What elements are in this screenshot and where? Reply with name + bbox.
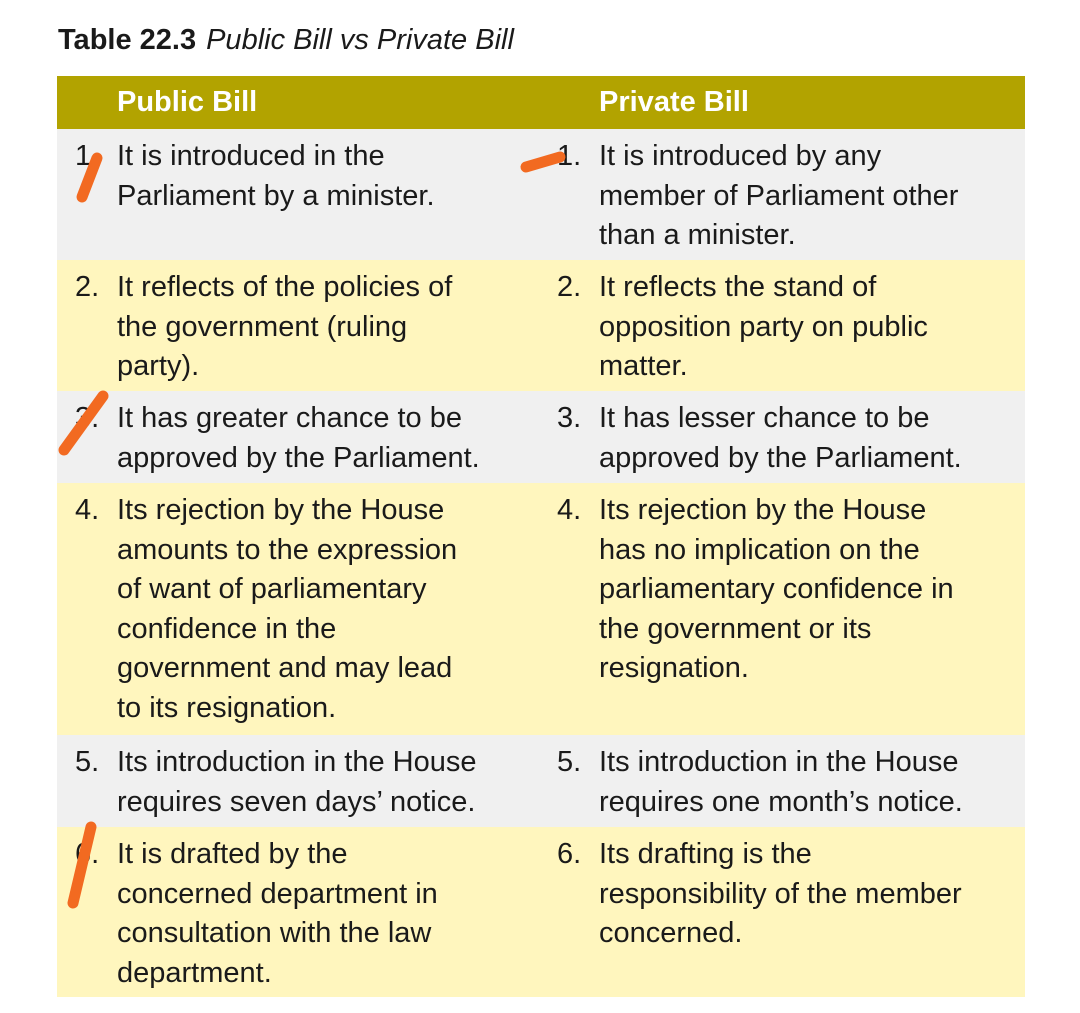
table-row: [57, 129, 1025, 260]
private-bill-text-line: opposition party on public: [599, 310, 928, 343]
table-header: [57, 76, 1025, 129]
public-bill-text-line: It is drafted by the: [117, 838, 348, 870]
private-bill-text-line: member of Parliament other: [599, 179, 959, 212]
private-bill-text-line: than a minister.: [599, 219, 796, 251]
table-row: [57, 735, 1025, 827]
public-bill-text-line: of want of parliamentary: [117, 573, 427, 605]
public-bill-text-line: consultation with the law: [117, 917, 432, 949]
public-bill-text-line: the government (ruling: [117, 310, 408, 343]
private-bill-text-line: resignation.: [599, 652, 749, 684]
public-bill-text-line: government and may lead: [117, 652, 453, 684]
public-bill-text-line: requires seven days’ notice.: [117, 785, 476, 818]
public-bill-text-line: Its introduction in the House: [117, 746, 477, 778]
private-bill-text-line: Its drafting is the: [599, 838, 812, 870]
public-bill-text-line: to its resignation.: [117, 691, 337, 724]
item-number: 2.: [557, 271, 582, 303]
item-number: 1.: [75, 140, 100, 172]
table-row: [57, 260, 1025, 391]
item-number: 6.: [557, 838, 582, 870]
header-private-bill: Private Bill: [599, 86, 749, 118]
public-bill-text-line: It has greater chance to be: [117, 402, 462, 434]
header-public-bill: Public Bill: [117, 86, 258, 118]
comparison-table: [57, 76, 1025, 997]
public-bill-text-line: Parliament by a minister.: [117, 179, 435, 212]
item-number: 5.: [75, 746, 100, 778]
public-bill-text-line: confidence in the: [117, 612, 337, 645]
public-bill-text-line: Its rejection by the House: [117, 494, 445, 526]
table-body: [57, 129, 1025, 997]
public-bill-text-line: department.: [117, 956, 272, 989]
private-bill-text-line: Its introduction in the House: [599, 746, 959, 778]
public-bill-text-line: concerned department in: [117, 877, 438, 910]
private-bill-text-line: approved by the Parliament.: [599, 441, 962, 474]
item-number: 3.: [75, 402, 100, 434]
private-bill-text-line: It has lesser chance to be: [599, 402, 930, 434]
table-number: Table 22.3: [58, 24, 197, 56]
private-bill-text-line: matter.: [599, 350, 688, 382]
public-bill-text-line: It is introduced in the: [117, 140, 385, 172]
private-bill-text-line: has no implication on the: [599, 533, 920, 566]
item-number: 3.: [557, 402, 582, 434]
private-bill-text-line: parliamentary confidence in: [599, 573, 954, 605]
private-bill-text-line: Its rejection by the House: [599, 494, 927, 526]
private-bill-text-line: requires one month’s notice.: [599, 785, 963, 818]
public-bill-text-line: amounts to the expression: [117, 533, 458, 566]
table-row: [57, 391, 1025, 483]
item-number: 5.: [557, 746, 582, 778]
table-row: [57, 483, 1025, 735]
private-bill-text-line: It reflects the stand of: [599, 271, 877, 303]
table-title: Public Bill vs Private Bill: [206, 24, 514, 56]
public-bill-text-line: It reflects of the policies of: [117, 271, 453, 303]
public-bill-text-line: approved by the Parliament.: [117, 441, 480, 474]
item-number: 4.: [75, 494, 100, 526]
private-bill-text-line: responsibility of the member: [599, 877, 962, 910]
table-row: [57, 827, 1025, 997]
public-bill-text-line: party).: [117, 350, 200, 382]
item-number: 4.: [557, 494, 582, 526]
item-number: 6.: [75, 838, 100, 870]
private-bill-text-line: It is introduced by any: [599, 140, 882, 172]
private-bill-text-line: concerned.: [599, 917, 743, 949]
item-number: 1.: [557, 140, 582, 172]
item-number: 2.: [75, 271, 100, 303]
table-caption: [58, 20, 514, 60]
private-bill-text-line: the government or its: [599, 612, 872, 645]
